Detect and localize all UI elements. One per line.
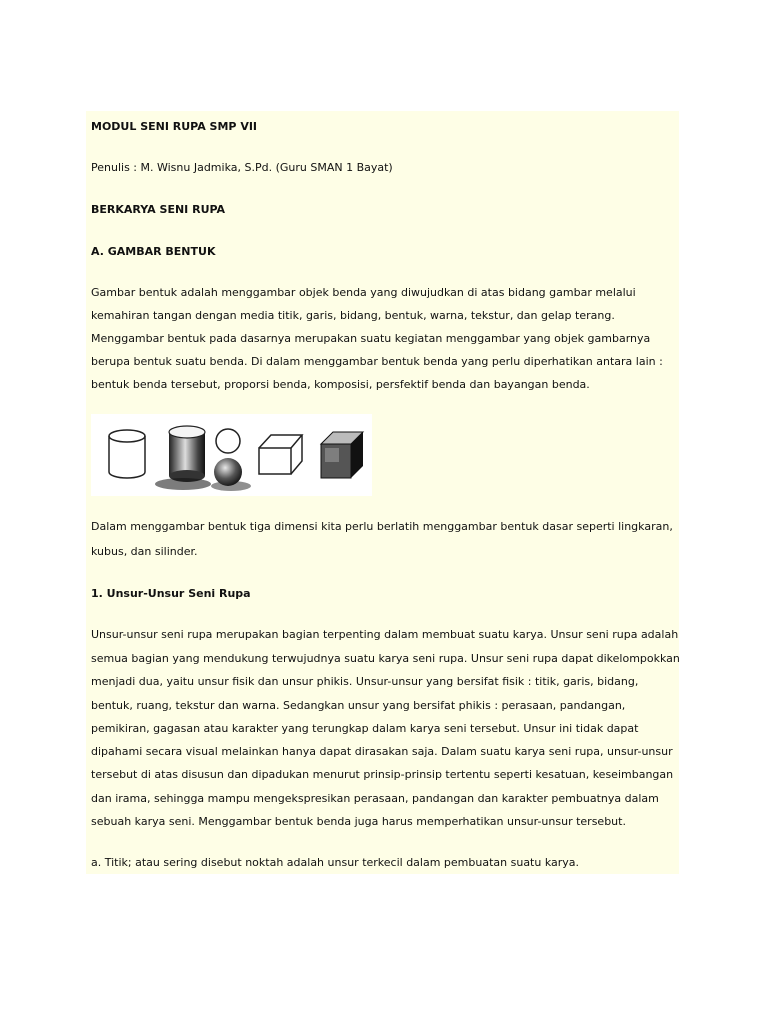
paragraph-line: semua bagian yang mendukung terwujudnya suatu karya seni rupa. Unsur seni rupa dapat dikelompokkan (91, 652, 680, 665)
paragraph-line: berupa bentuk suatu benda. Di dalam menggambar bentuk benda yang perlu diperhatikan antara lain : (91, 355, 663, 368)
cube-shaded-icon (321, 432, 363, 478)
paragraph-line: pemikiran, gagasan atau karakter yang terungkap dalam karya seni tersebut. Unsur ini tidak dapat (91, 722, 639, 735)
subsection-heading-a: A. GAMBAR BENTUK (91, 245, 216, 258)
sphere-shaded-icon (211, 458, 251, 491)
paragraph-line: bentuk benda tersebut, proporsi benda, komposisi, persfektif benda dan bayangan benda. (91, 378, 590, 391)
shapes-illustration (91, 414, 372, 496)
paragraph-line: kubus, dan silinder. (91, 545, 198, 558)
cube-outline-icon (259, 435, 302, 474)
subsection-heading-1: 1. Unsur-Unsur Seni Rupa (91, 587, 251, 600)
cylinder-outline-icon (109, 430, 145, 478)
paragraph-line: dan irama, sehingga mampu mengekspresikan perasaan, pandangan dan karakter pembuatnya dalam (91, 792, 659, 805)
paragraph-line: kemahiran tangan dengan media titik, garis, bidang, bentuk, warna, tekstur, dan gelap terang. (91, 309, 615, 322)
cylinder-shaded-icon (155, 426, 211, 490)
paragraph-line: Dalam menggambar bentuk tiga dimensi kita perlu berlatih menggambar bentuk dasar seperti lingkaran, (91, 520, 673, 533)
author-line: Penulis : M. Wisnu Jadmika, S.Pd. (Guru SMAN 1 Bayat) (91, 161, 393, 174)
doc-title: MODUL SENI RUPA SMP VII (91, 120, 258, 133)
circle-outline-icon (216, 429, 240, 453)
paragraph-line: bentuk, ruang, tekstur dan warna. Sedangkan unsur yang bersifat phikis : perasaan, pandangan, (91, 699, 626, 712)
paragraph-line: tersebut di atas disusun dan dipadukan menurut prinsip-prinsip tertentu seperti kesatuan, keseimbangan (91, 768, 674, 781)
paragraph-line: Gambar bentuk adalah menggambar objek benda yang diwujudkan di atas bidang gambar melalui (91, 286, 636, 299)
basic-shapes-figure (91, 414, 372, 496)
paragraph-line: Menggambar bentuk pada dasarnya merupakan suatu kegiatan menggambar yang objek gambarnya (91, 332, 651, 345)
paragraph-line: dipahami secara visual melainkan hanya dapat dirasakan saja. Dalam suatu karya seni rupa, unsur-unsur (91, 745, 673, 758)
paragraph-line: Unsur-unsur seni rupa merupakan bagian terpenting dalam membuat suatu karya. Unsur seni rupa adalah (91, 628, 679, 641)
paragraph-line: sebuah karya seni. Menggambar bentuk benda juga harus memperhatikan unsur-unsur tersebut. (91, 815, 626, 828)
section-heading: BERKARYA SENI RUPA (91, 203, 226, 216)
list-item-a: a. Titik; atau sering disebut noktah adalah unsur terkecil dalam pembuatan suatu karya. (91, 856, 580, 869)
paragraph-line: menjadi dua, yaitu unsur fisik dan unsur phikis. Unsur-unsur yang bersifat fisik : titik, garis, bidang, (91, 675, 639, 688)
